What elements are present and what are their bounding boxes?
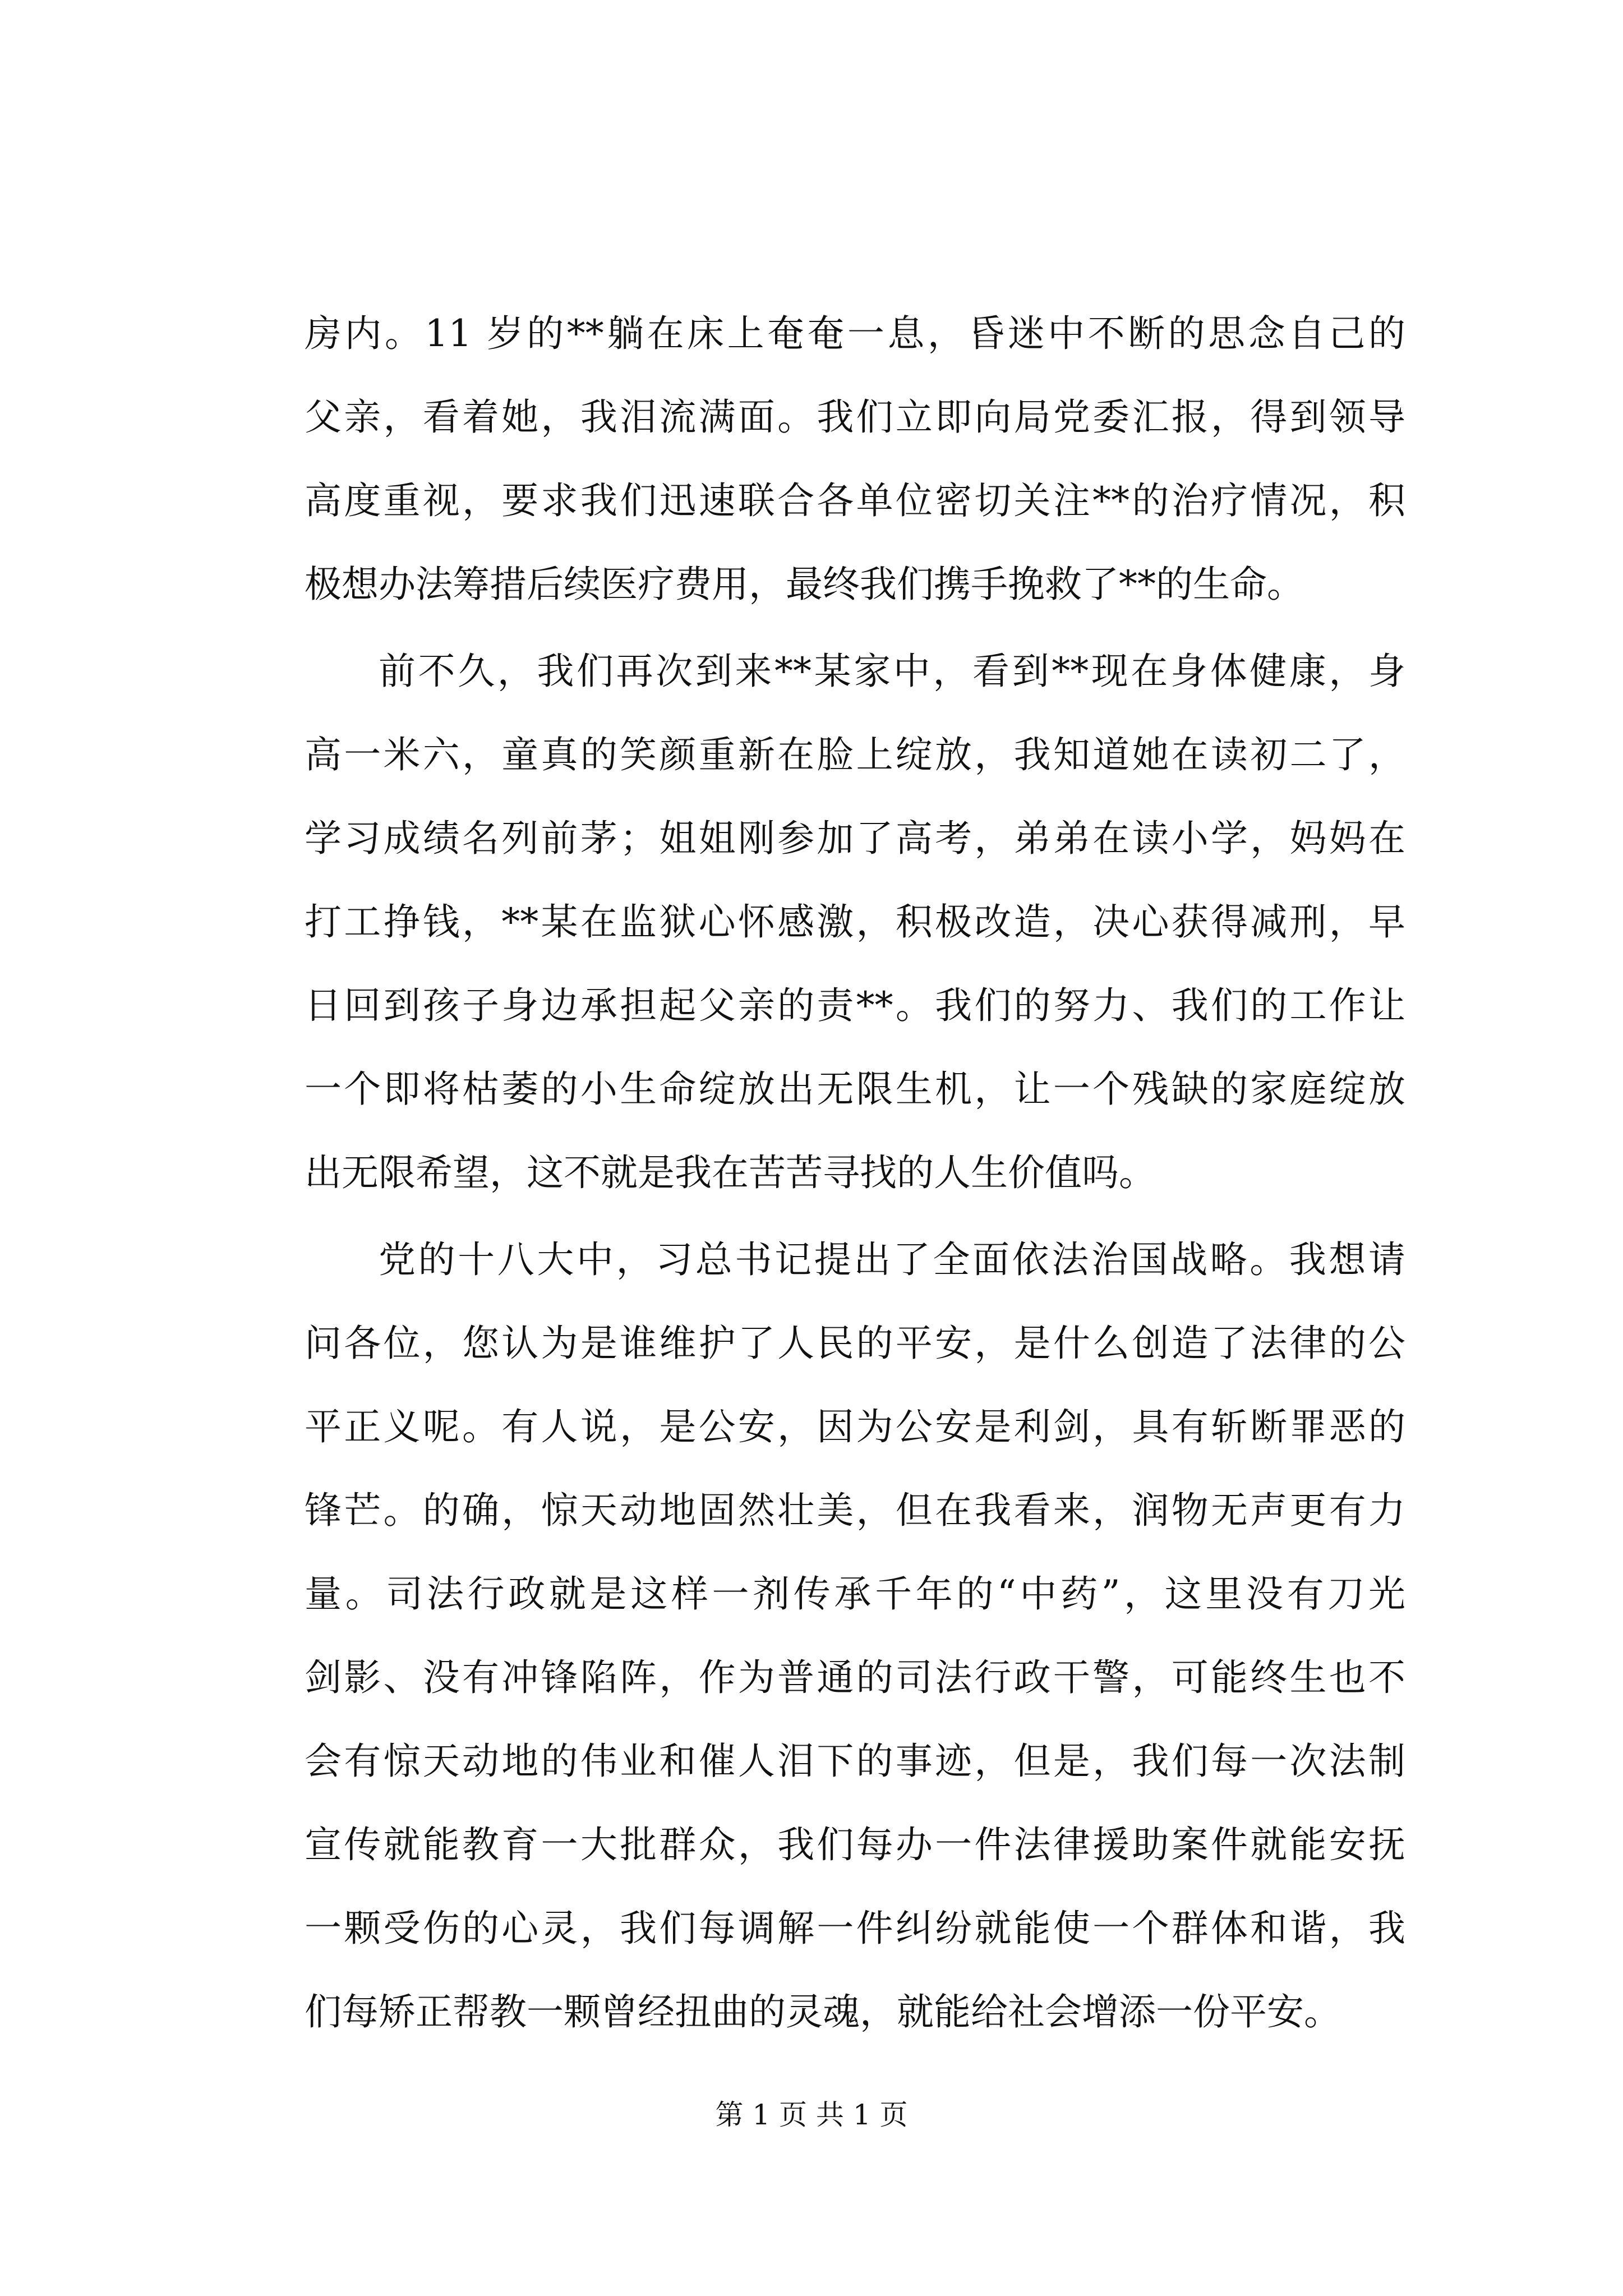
text-line: 日回到孩子身边承担起父亲的责**。我们的努力、我们的工作让: [305, 984, 1405, 1027]
text-line: 极想办法筹措后续医疗费用，最终我们携手挽救了**的生命。: [305, 563, 1304, 606]
paragraph: [305, 1218, 1405, 2054]
text-line: 问各位，您认为是谁维护了人民的平安，是什么创造了法律的公: [305, 1322, 1405, 1365]
text-line: 们每矫正帮教一颗曾经扭曲的灵魂，就能给社会增添一份平安。: [305, 1990, 1341, 2033]
text-line: 高一米六，童真的笑颜重新在脸上绽放，我知道她在读初二了，: [305, 733, 1405, 776]
page-footer: 第 1 页 共 1 页: [715, 2099, 908, 2131]
text-line: 一个即将枯萎的小生命绽放出无限生机，让一个残缺的家庭绽放: [305, 1068, 1405, 1111]
text-line: 房内。11 岁的**躺在床上奄奄一息，昏迷中不断的思念自己的: [305, 312, 1405, 355]
text-line: 打工挣钱，**某在监狱心怀感激，积极改造，决心获得减刑，早: [305, 900, 1405, 944]
text-line: 平正义呢。有人说，是公安，因为公安是利剑，具有斩断罪恶的: [305, 1405, 1405, 1448]
text-line: 出无限希望，这不就是我在苦苦寻找的人生价值吗。: [305, 1151, 1156, 1194]
document-body: [305, 292, 1405, 2054]
text-line: 会有惊天动地的伟业和催人泪下的事迹，但是，我们每一次法制: [305, 1740, 1405, 1783]
text-line: 父亲，看着她，我泪流满面。我们立即向局党委汇报，得到领导: [305, 395, 1405, 439]
text-line: 一颗受伤的心灵，我们每调解一件纠纷就能使一个群体和谐，我: [305, 1907, 1405, 1950]
text-line: 宣传就能教育一大批群众，我们每办一件法律援助案件就能安抚: [305, 1823, 1405, 1866]
paragraph: [305, 292, 1405, 626]
text-line: 量。司法行政就是这样一剂传承千年的“中药”，这里没有刀光: [305, 1572, 1405, 1616]
text-line: 高度重视，要求我们迅速联合各单位密切关注**的治疗情况，积: [305, 479, 1405, 522]
text-line: 党的十八大中，习总书记提出了全面依法治国战略。我想请: [379, 1238, 1405, 1281]
text-line: 前不久，我们再次到来**某家中，看到**现在身体健康，身: [379, 650, 1405, 693]
text-line: 学习成绩名列前茅；姐姐刚参加了高考，弟弟在读小学，妈妈在: [305, 817, 1405, 860]
paragraph: [305, 629, 1405, 1214]
text-line: 剑影、没有冲锋陷阵，作为普通的司法行政干警，可能终生也不: [305, 1656, 1405, 1699]
text-line: 锋芒。的确，惊天动地固然壮美，但在我看来，润物无声更有力: [305, 1489, 1405, 1532]
